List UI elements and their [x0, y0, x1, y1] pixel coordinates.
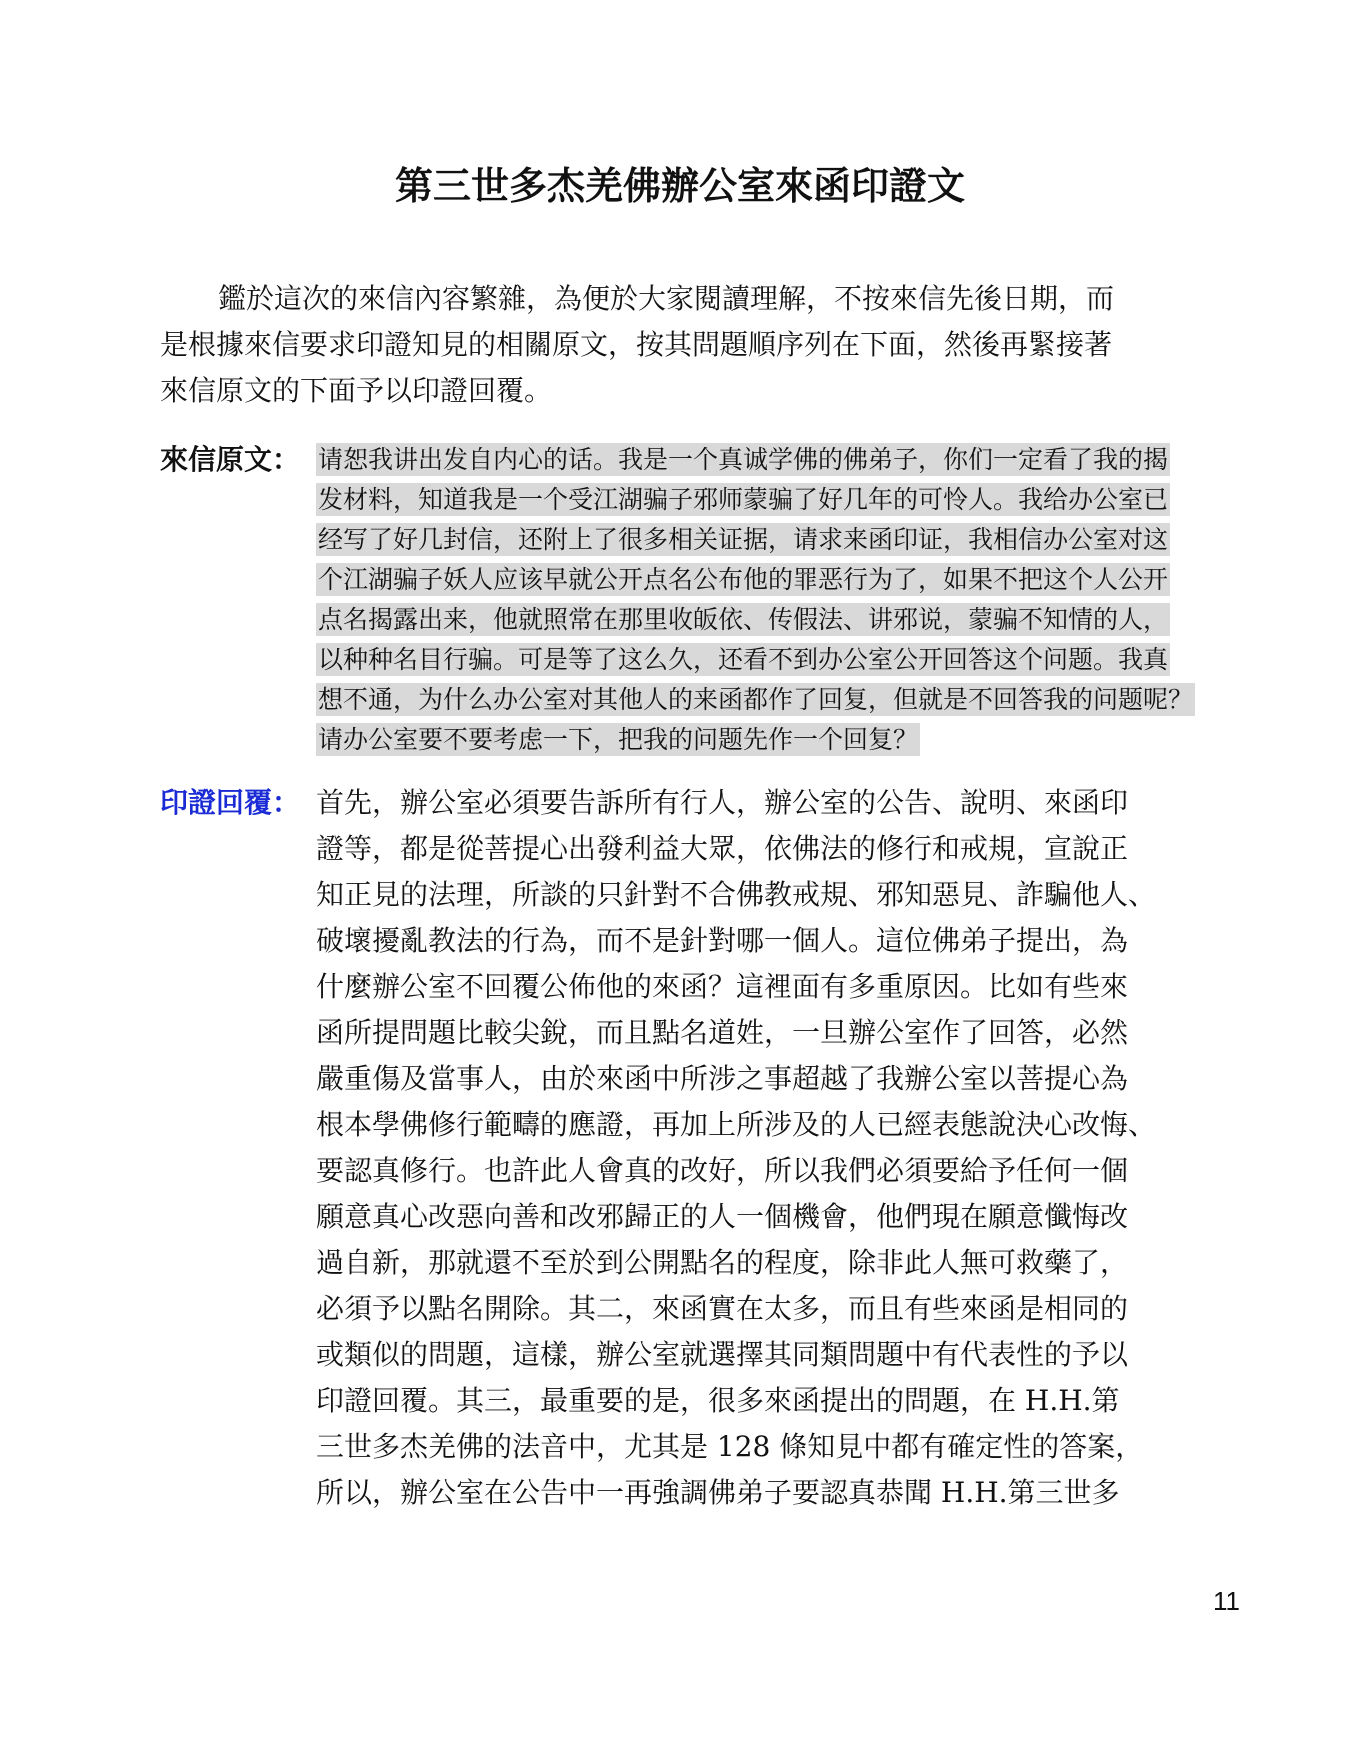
original-line [316, 560, 1256, 600]
highlighted-text: 个江湖骗子妖人应该早就公开点名公布他的罪恶行为了，如果不把这个人公开 [318, 565, 1169, 594]
original-line [316, 520, 1256, 560]
original-line [316, 680, 1256, 720]
original-line [316, 600, 1256, 640]
reply-label: 印證回覆： [160, 786, 301, 819]
original-line [316, 640, 1256, 680]
reply-line: 根本學佛修行範疇的應證，再加上所涉及的人已經表態說決心改悔、 [316, 1108, 1157, 1141]
reply-line: 要認真修行。也許此人會真的改好，所以我們必須要給予任何一個 [316, 1154, 1129, 1187]
highlighted-text: 想不通，为什么办公室对其他人的来函都作了回复，但就是不回答我的问题呢？ [318, 685, 1194, 714]
reply-line: 證等，都是從菩提心出發利益大眾，依佛法的修行和戒規，宣說正 [316, 832, 1129, 865]
highlighted-text: 以种种名目行骗。可是等了这么久，还看不到办公室公开回答这个问题。我真 [318, 645, 1169, 674]
reply-line: 首先，辦公室必須要告訴所有行人，辦公室的公告、說明、來函印 [316, 786, 1129, 819]
reply-line: 過自新，那就還不至於到公開點名的程度，除非此人無可救藥了， [316, 1246, 1129, 1279]
reply-line: 嚴重傷及當事人，由於來函中所涉之事超越了我辦公室以菩提心為 [316, 1062, 1129, 1095]
intro-line: 鑑於這次的來信內容繁雜，為便於大家閱讀理解，不按來信先後日期，而 [218, 282, 1115, 315]
reply-line: 必須予以點名開除。其二，來函實在太多，而且有些來函是相同的 [316, 1292, 1129, 1325]
original-letter-text [316, 440, 1256, 760]
highlighted-text: 经写了好几封信，还附上了很多相关证据，请求来函印证，我相信办公室对这 [318, 525, 1169, 554]
highlighted-text: 请办公室要不要考虑一下，把我的问题先作一个回复？ [318, 725, 919, 754]
original-line [316, 480, 1256, 520]
highlighted-text: 请恕我讲出发自内心的话。我是一个真诚学佛的佛弟子，你们一定看了我的揭 [318, 445, 1169, 474]
reply-line: 或類似的問題，這樣，辦公室就選擇其同類問題中有代表性的予以 [316, 1338, 1129, 1371]
reply-line: 三世多杰羌佛的法音中，尤其是 128 條知見中都有確定性的答案， [316, 1430, 1144, 1463]
reply-text [316, 780, 1256, 1516]
page-number: 11 [1213, 1586, 1240, 1616]
reply-line: 所以，辦公室在公告中一再強調佛弟子要認真恭聞 H.H.第三世多 [316, 1476, 1120, 1509]
original-letter-label: 來信原文： [160, 443, 301, 476]
reply-line: 知正見的法理，所談的只針對不合佛教戒規、邪知惡見、詐騙他人、 [316, 878, 1157, 911]
reply-line: 印證回覆。其三，最重要的是，很多來函提出的問題，在 H.H.第 [316, 1384, 1120, 1417]
reply-line: 函所提問題比較尖銳，而且點名道姓，一旦辦公室作了回答，必然 [316, 1016, 1129, 1049]
intro-paragraph [160, 276, 1240, 414]
intro-line: 來信原文的下面予以印證回覆。 [160, 374, 553, 407]
reply-line: 什麼辦公室不回覆公佈他的來函？這裡面有多重原因。比如有些來 [316, 970, 1129, 1003]
highlighted-text: 发材料，知道我是一个受江湖骗子邪师蒙骗了好几年的可怜人。我给办公室已 [318, 485, 1169, 514]
page-title: 第三世多杰羌佛辦公室來函印證文 [394, 164, 965, 208]
reply-line: 破壞擾亂教法的行為，而不是針對哪一個人。這位佛弟子提出，為 [316, 924, 1129, 957]
reply-line: 願意真心改惡向善和改邪歸正的人一個機會，他們現在願意懺悔改 [316, 1200, 1129, 1233]
highlighted-text: 点名揭露出来，他就照常在那里收皈依、传假法、讲邪说，蒙骗不知情的人， [318, 605, 1169, 634]
original-line [316, 720, 1256, 760]
intro-line: 是根據來信要求印證知見的相關原文，按其問題順序列在下面，然後再緊接著 [160, 328, 1113, 361]
original-line [316, 440, 1256, 480]
